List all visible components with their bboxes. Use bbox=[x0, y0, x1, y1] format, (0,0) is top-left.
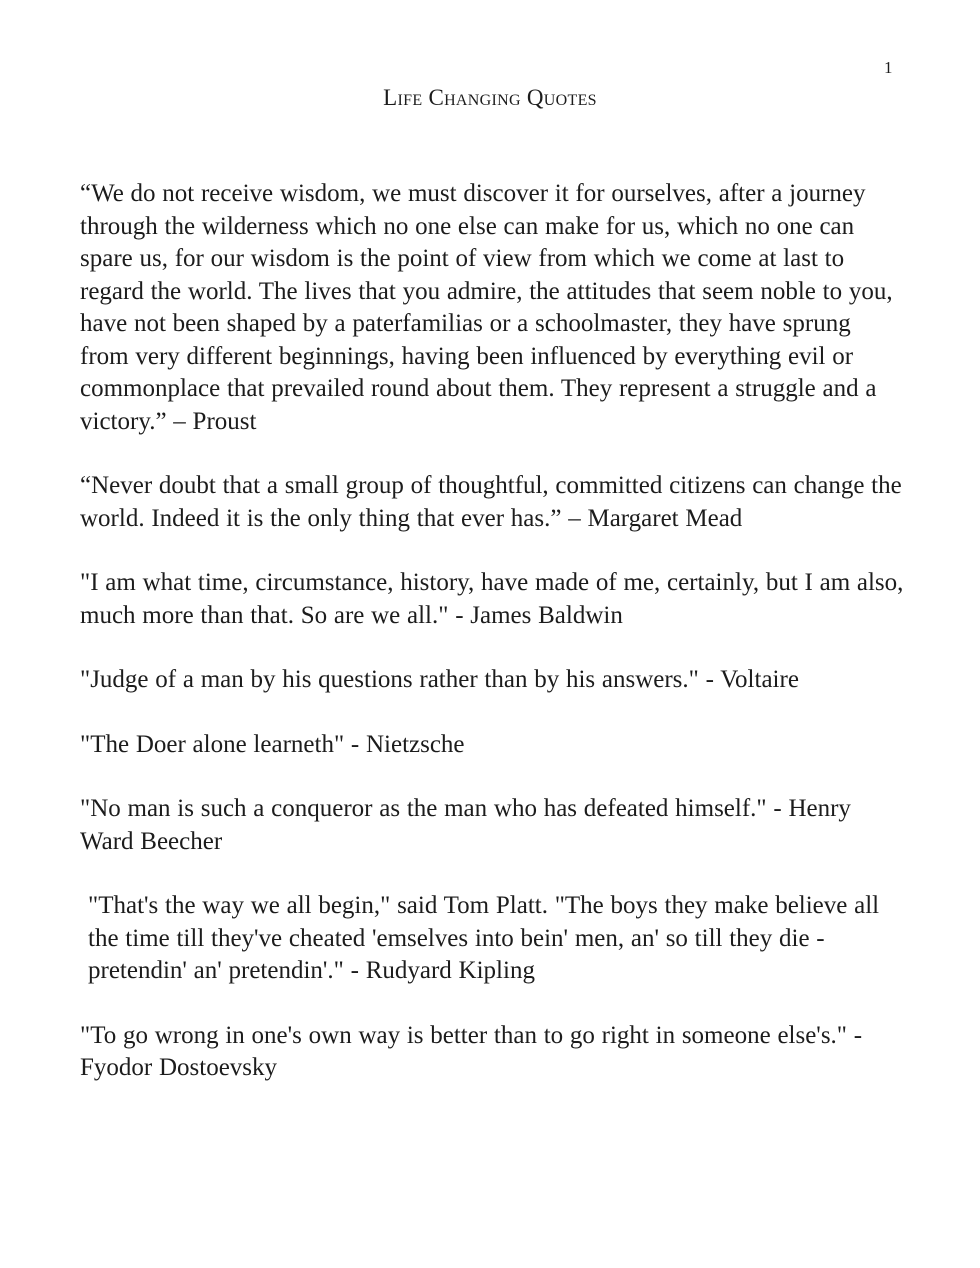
quote-list bbox=[80, 178, 906, 1117]
page-title: Life Changing Quotes bbox=[383, 85, 597, 110]
quote-beecher: "No man is such a conqueror as the man who has defeated himself." - Henry Ward Beecher bbox=[80, 795, 851, 855]
quote-mead: “Never doubt that a small group of thoughtful, committed citizens can change the world. Indeed it is the only thing that ever has.” – Margaret Mead bbox=[80, 472, 902, 532]
quote-kipling: "That's the way we all begin," said Tom Platt. "The boys they make believe all the time till they've cheated 'emselves into bein' men, an' so till they die - pretendin' an' pretendin'." - Rudyard Kipling bbox=[88, 892, 880, 984]
page-number: 1 bbox=[884, 58, 893, 77]
quote-nietzsche: "The Doer alone learneth" - Nietzsche bbox=[80, 730, 465, 758]
quote-dostoevsky: "To go wrong in one's own way is better than to go right in someone else's." - Fyodor Dostoevsky bbox=[80, 1021, 863, 1081]
quote-baldwin: "I am what time, circumstance, history, have made of me, certainly, but I am also, much more than that. So are we all." - James Baldwin bbox=[80, 569, 904, 629]
quote-proust: “We do not receive wisdom, we must discover it for ourselves, after a journey through the wilderness which no one else can make for us, which no one can spare us, for our wisdom is the point of view from which we come at last to regard the world. The lives that you admire, the attitudes that seem noble to you, have not been shaped by a paterfamilias or a schoolmaster, they have sprung from very different beginnings, having been influenced by everything evil or commonplace that prevailed round about them. They represent a struggle and a victory.” – Proust bbox=[80, 180, 893, 435]
quote-voltaire: "Judge of a man by his questions rather than by his answers." - Voltaire bbox=[80, 666, 799, 693]
